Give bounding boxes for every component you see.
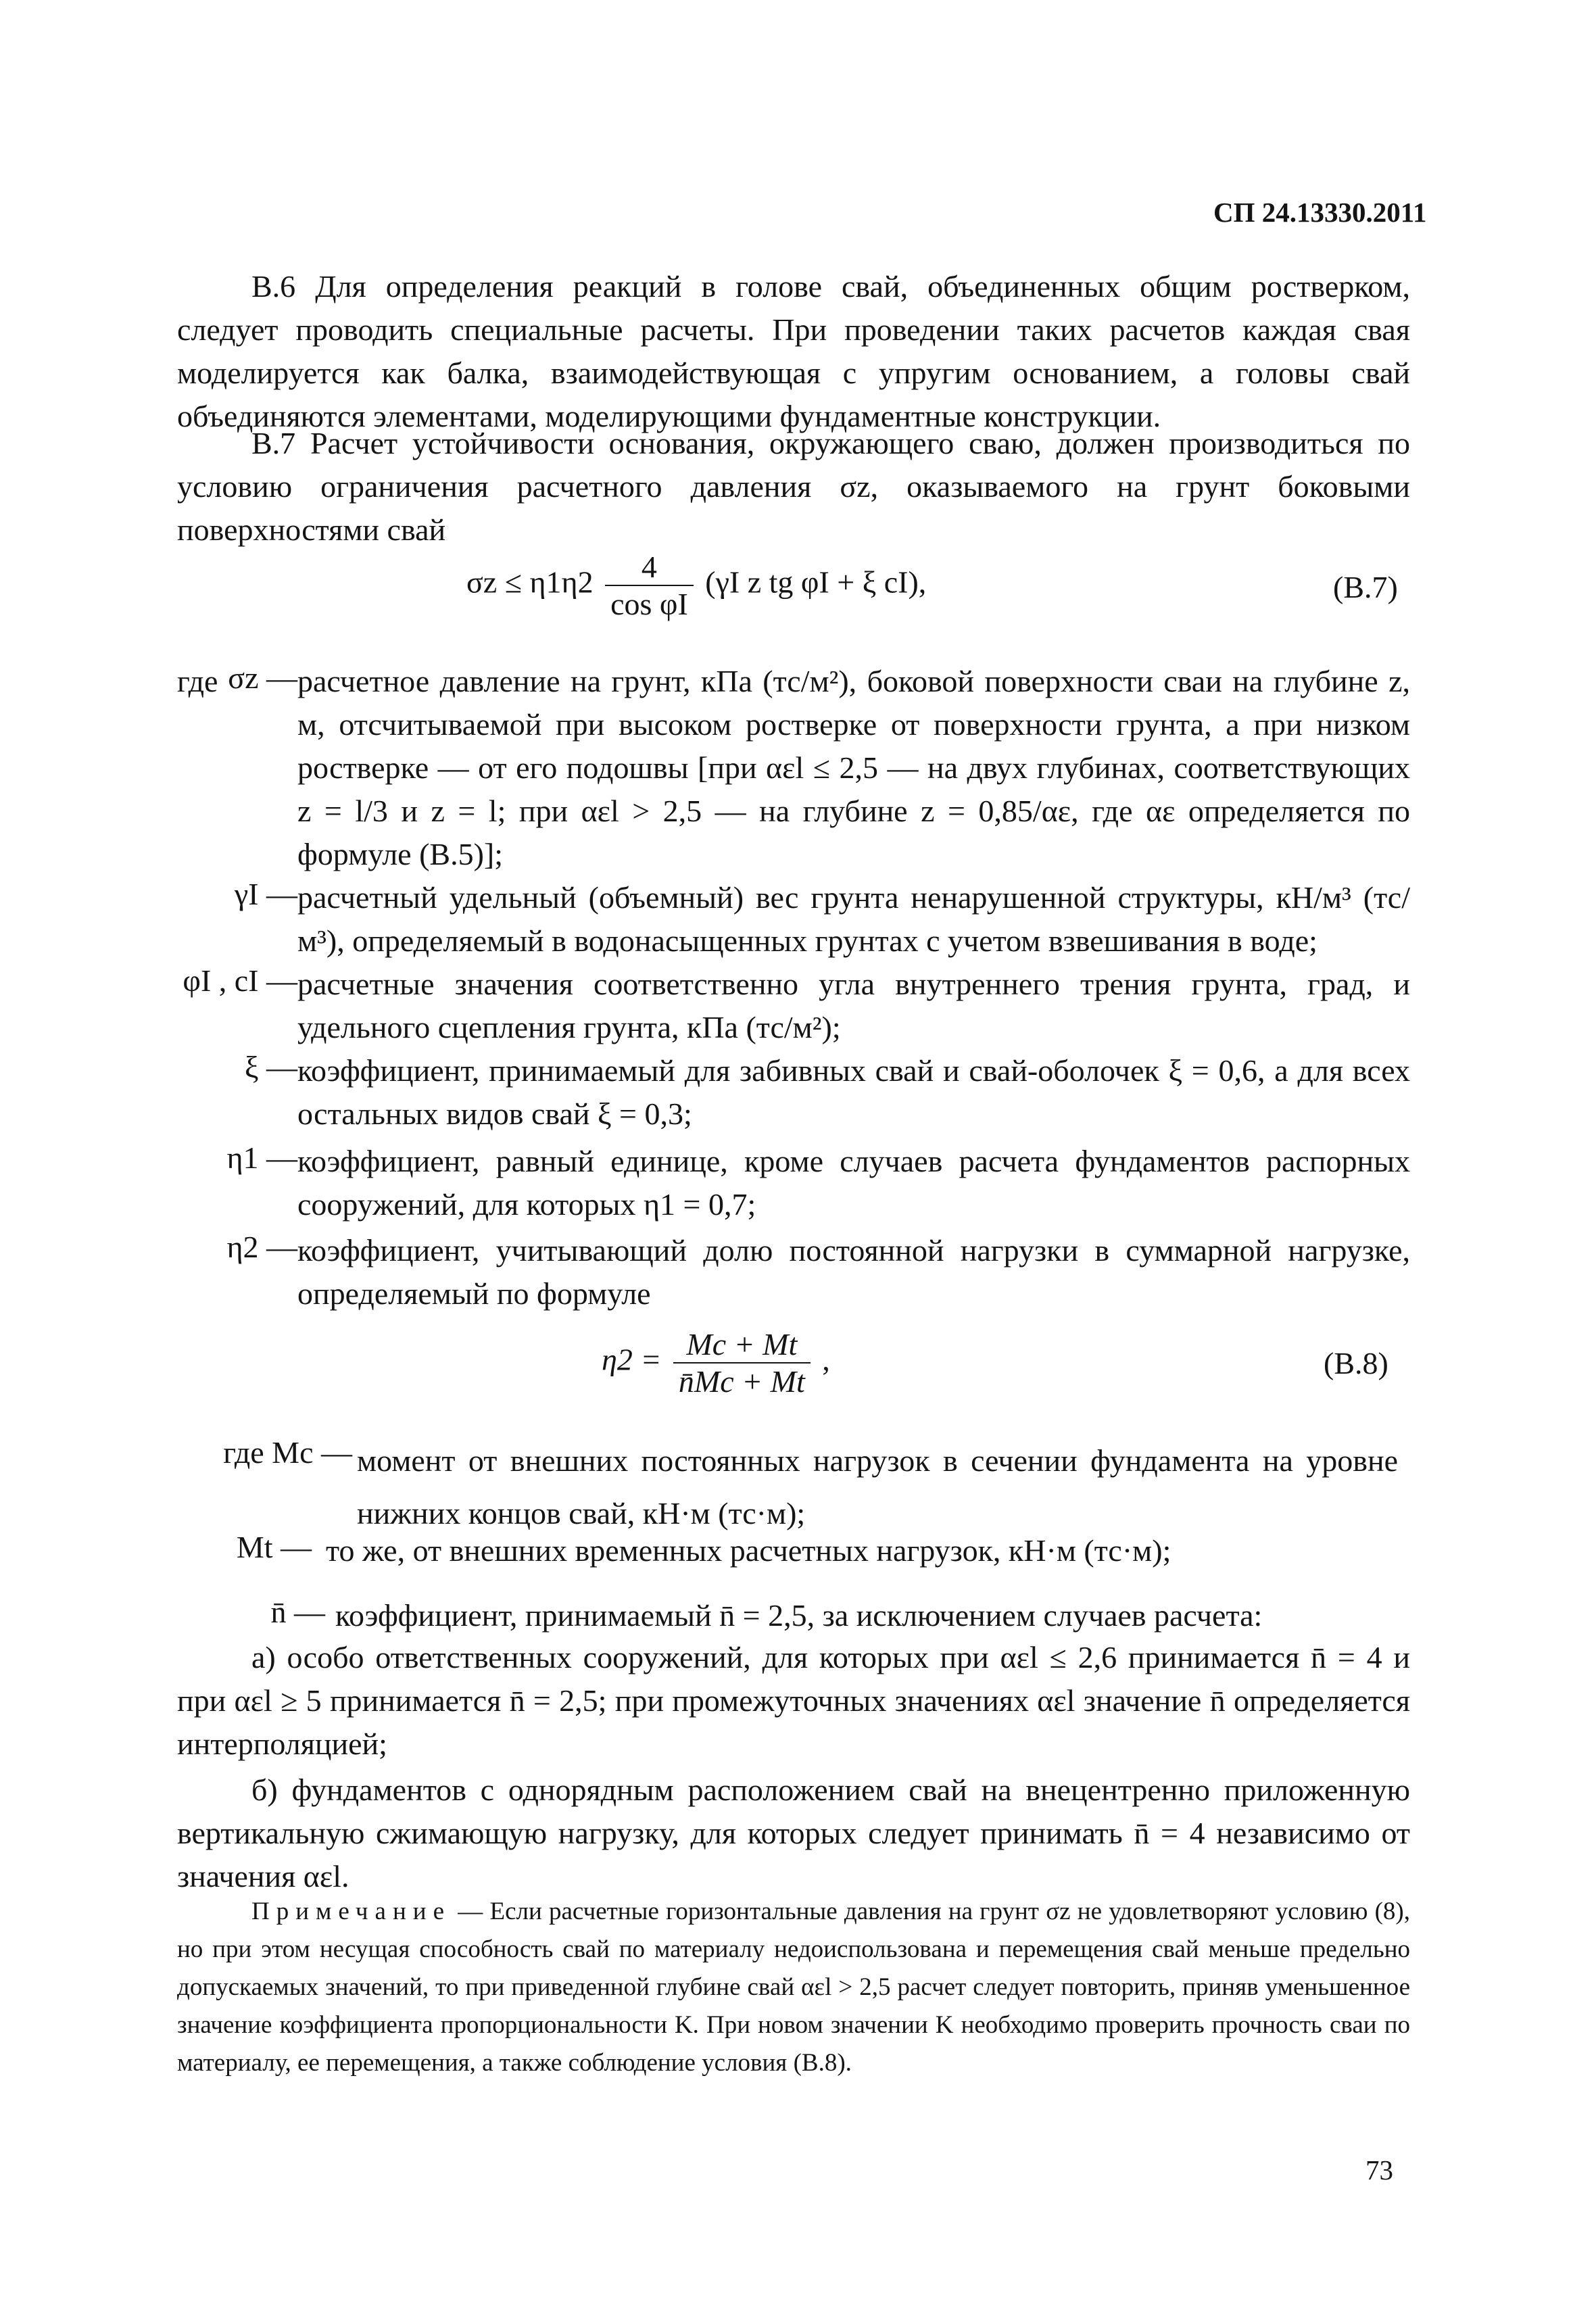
def-text-phi-c: расчетные значения соответственно угла внутреннего трения грунта, град, и удельного сцепления грунта, кПа (тс/м²); xyxy=(297,967,1410,1044)
page-number: 73 xyxy=(1365,2154,1393,2186)
paragraph-b7: В.7 Расчет устойчивости основания, окружающего сваю, должен производиться по условию ограничения расчетного давления σz, оказываемого на грунт боковыми поверхностями свай xyxy=(177,426,1410,547)
def-text-xi: коэффициент, принимаемый для забивных свай и свай-оболочек ξ = 0,6, а для всех остальных видов свай ξ = 0,3; xyxy=(297,1053,1410,1131)
formula-b7-numerator: 4 xyxy=(605,549,694,586)
formula-b8-lhs: η2 = xyxy=(602,1342,662,1377)
note-label: Примечание xyxy=(251,1898,451,1925)
formula-b7-denominator: cos φI xyxy=(610,587,688,621)
def-term-sigma: σz — xyxy=(228,660,297,695)
paragraph-b6: В.6 Для определения реакций в голове свай, объединенных общим ростверком, следует проводить специальные расчеты. При проведении таких расчетов каждая свая моделируется как балка, взаимодействующая с упругим основанием, а головы свай объединяются элементами, моделирующими фундаментные конструкции. xyxy=(177,269,1410,433)
def-text-gamma: расчетный удельный (объемный) вес грунта ненарушенной структуры, кН/м³ (тс/м³), определяемый в водонасыщенных грунтах с учетом взвешивания в воде; xyxy=(297,880,1410,958)
item-b: б) фундаментов с однорядным расположением свай на внецентренно приложенную вертикальную сжимающую нагрузку, для которых следует принимать n̄ = 4 независимо от значения αεl. xyxy=(177,1772,1410,1893)
formula-b8-numerator: Mc + Mt xyxy=(673,1326,811,1364)
formula-b7-label: (В.7) xyxy=(1333,570,1398,604)
def-term-eta2: η2 — xyxy=(226,1230,297,1264)
def-term-eta1: η1 — xyxy=(226,1140,297,1175)
formula-b7-rhs: (γI z tg φI + ξ cI), xyxy=(705,564,927,600)
def-term-gamma: γI — xyxy=(234,877,297,911)
item-a: а) особо ответственных сооружений, для которых при αεl ≤ 2,6 принимается n̄ = 4 и при αεl ≥ 5 принимается n̄ = 2,5; при промежуточных значениях αεl значение n̄ определяется интерполяцией; xyxy=(177,1640,1410,1761)
formula-b8 xyxy=(602,1326,830,1399)
def-term-xi: ξ — xyxy=(244,1050,297,1084)
def-text-n: коэффициент, принимаемый n̄ = 2,5, за исключением случаев расчета: xyxy=(335,1598,1263,1633)
formula-b7 xyxy=(466,549,926,622)
formula-b7-lhs: σz ≤ η1η2 xyxy=(466,564,594,600)
def-text-eta1: коэффициент, равный единице, кроме случаев расчета фундаментов распорных сооружений, для которых η1 = 0,7; xyxy=(297,1144,1410,1222)
def-term-phi-c: φI , cI — xyxy=(183,963,297,998)
def-text-eta2: коэффициент, учитывающий долю постоянной нагрузки в суммарной нагрузке, определяемый по формуле xyxy=(297,1233,1410,1311)
formula-b7-fraction xyxy=(605,549,694,622)
def-term-mc: где Mc — xyxy=(223,1435,352,1470)
formula-b8-label: (В.8) xyxy=(1324,1346,1388,1380)
where-label: где xyxy=(177,664,218,698)
formula-b8-comma: , xyxy=(822,1342,830,1377)
def-term-n: n̄ — xyxy=(270,1595,325,1629)
def-text-sigma: расчетное давление на грунт, кПа (тс/м²), боковой поверхности сваи на глубине z, м, отсчитываемой при высоком ростверке от поверхности грунта, а при низком ростверке — от его подошвы [при αεl ≤ 2,5 — на двух глубинах, соответствующих z = l/3 и z = l; при αεl > 2,5 — на глубине z = 0,85/αε, где αε определяется по формуле (В.5)]; xyxy=(297,664,1410,871)
note xyxy=(177,1893,1410,2082)
formula-b8-fraction xyxy=(673,1326,811,1399)
note-text: — Если расчетные горизонтальные давления на грунт σz не удовлетворяют условию (8), но при этом несущая способность свай по материалу недоиспользована и перемещения свай меньше предельно допускаемых значений, то при приведенной глубине свай αεl > 2,5 расчет следует повторить, приняв уменьшенное значение коэффициента пропорциональности K. При новом значении K необходимо проверить прочность сваи по материалу, ее перемещения, а также соблюдение условия (В.8). xyxy=(177,1898,1410,2077)
def-term-mt: Mt — xyxy=(236,1530,312,1564)
document-code-header: СП 24.13330.2011 xyxy=(1213,197,1427,228)
def-text-mt: то же, от внешних временных расчетных нагрузок, кН·м (тс·м); xyxy=(326,1533,1171,1568)
formula-b8-denominator: n̄Mc + Mt xyxy=(678,1364,805,1399)
def-text-mc: момент от внешних постоянных нагрузок в сечении фундамента на уровне нижних концов свай, кН·м (тс·м); xyxy=(357,1443,1398,1530)
